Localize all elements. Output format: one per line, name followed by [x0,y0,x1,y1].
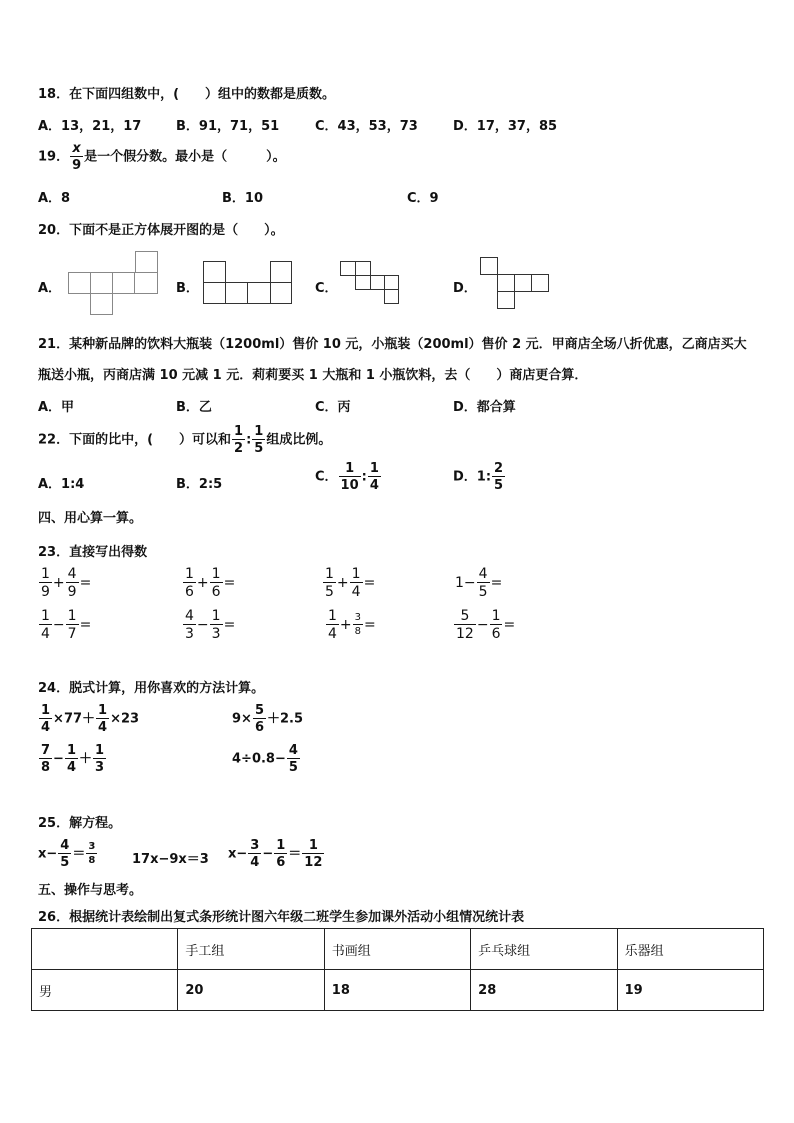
q19-option-c: C．9 [407,191,439,206]
q26-stem: 26．根据统计表绘制出复式条形统计图六年级二班学生参加课外活动小组情况统计表 [38,910,525,925]
q23-r2-b: $\frac{4}{3}$ − $\frac{1}{3}$ = [185,608,236,642]
q24-stem: 24．脱式计算，用你喜欢的方法计算。 [38,681,265,696]
q23-r1-c: $\frac{1}{5}$ + $\frac{1}{4}$ = [325,566,376,600]
table-header-cell: 乐器组 [617,929,763,970]
q24-expr-1: $\frac{1}{4}$ ×77＋ $\frac{1}{4}$ ×23 [41,703,140,735]
q24-expr-4: 4÷0.8− $\frac{4}{5}$ [232,743,298,775]
q19-number: 19． [38,149,70,165]
q18-stem: 18．在下面四组数中，( ）组中的数都是质数。 [38,87,336,102]
q20-stem: 20．下面不是正方体展开图的是（ ）。 [38,223,284,238]
q23-r2-c: $\frac{1}{4}$ + $\frac{3}{8}$ = [328,608,376,642]
table-row [32,970,764,1011]
q23-r2-a: $\frac{1}{4}$ − $\frac{1}{7}$ = [41,608,92,642]
table-header-cell [32,929,178,970]
q22-option-c: C． $\frac{1}{10}$ : $\frac{1}{4}$ [315,461,379,493]
q21-line2: 瓶送小瓶，丙商店满 10 元减 1 元．莉莉要买 1 大瓶和 1 小瓶饮料，去（ ）商店更合算． [38,368,588,383]
section-5-heading: 五、操作与思考。 [38,883,143,898]
q21-option-b: B．乙 [176,400,212,415]
q20-label-c: C． [315,281,338,296]
q19-stem [38,142,286,172]
q19-rest: 是一个假分数。最小是（ ）。 [84,149,286,165]
q22-stem: 22．下面的比中，( ）可以和 $\frac{1}{2}$ : $\frac{1}{5}$ 组成比例。 [38,424,332,456]
stats-table [31,928,764,1011]
q18-option-c: C．43，53，73 [315,119,418,134]
table-cell: 19 [617,970,763,1011]
table-header-cell: 手工组 [178,929,324,970]
q24-expr-2: 9× $\frac{5}{6}$ ＋2.5 [232,703,304,735]
table-cell: 20 [178,970,324,1011]
q20-label-d: D． [453,281,477,296]
q22-option-d: D．1: $\frac{2}{5}$ [453,461,504,493]
table-header-cell: 书画组 [324,929,470,970]
q20-label-b: B． [176,281,199,296]
q22-option-b: B．2:5 [176,477,223,492]
q25-equation-1: x− $\frac{4}{5}$ ＝ $\frac{3}{8}$ [38,838,96,870]
q23-stem: 23．直接写出得数 [38,545,148,560]
q25-equation-2: 17x−9x＝3 [132,852,209,867]
q20-label-a: A． [38,281,62,296]
q21-line1: 21．某种新品牌的饮料大瓶装（1200ml）售价 10 元，小瓶装（200ml）售价 2 元．甲商店全场八折优惠，乙商店买大 [38,337,747,352]
q22-option-a: A．1:4 [38,477,85,492]
q23-r1-b: $\frac{1}{6}$ + $\frac{1}{6}$ = [185,566,236,600]
table-header-cell: 乒乓球组 [471,929,617,970]
q19-option-a: A．8 [38,191,71,206]
q25-stem: 25．解方程。 [38,816,122,831]
q23-r2-d: $\frac{5}{12}$ − $\frac{1}{6}$ = [456,608,516,642]
q18-option-d: D．17，37，85 [453,119,558,134]
q19-fraction: $\frac{x}{9}$ [72,141,82,173]
q21-option-c: C．丙 [315,400,351,415]
q21-option-d: D．都合算 [453,400,516,415]
q18-option-a: A．13，21，17 [38,119,142,134]
q25-equation-3: x− $\frac{3}{4}$ − $\frac{1}{6}$ ＝ $\frac{1}{12}$ [228,838,323,870]
q24-expr-3: $\frac{7}{8}$ − $\frac{1}{4}$ ＋ $\frac{1}{3}$ [41,743,105,775]
table-cell: 男 [32,970,178,1011]
table-cell: 28 [471,970,617,1011]
q21-option-a: A．甲 [38,400,75,415]
q19-option-b: B．10 [222,191,263,206]
q23-r1-d: 1− $\frac{4}{5}$ = [455,566,503,600]
q23-r1-a: $\frac{1}{9}$ + $\frac{4}{9}$ = [41,566,92,600]
section-4-heading: 四、用心算一算。 [38,511,143,526]
table-header-row [32,929,764,970]
table-cell: 18 [324,970,470,1011]
q18-option-b: B．91，71，51 [176,119,280,134]
